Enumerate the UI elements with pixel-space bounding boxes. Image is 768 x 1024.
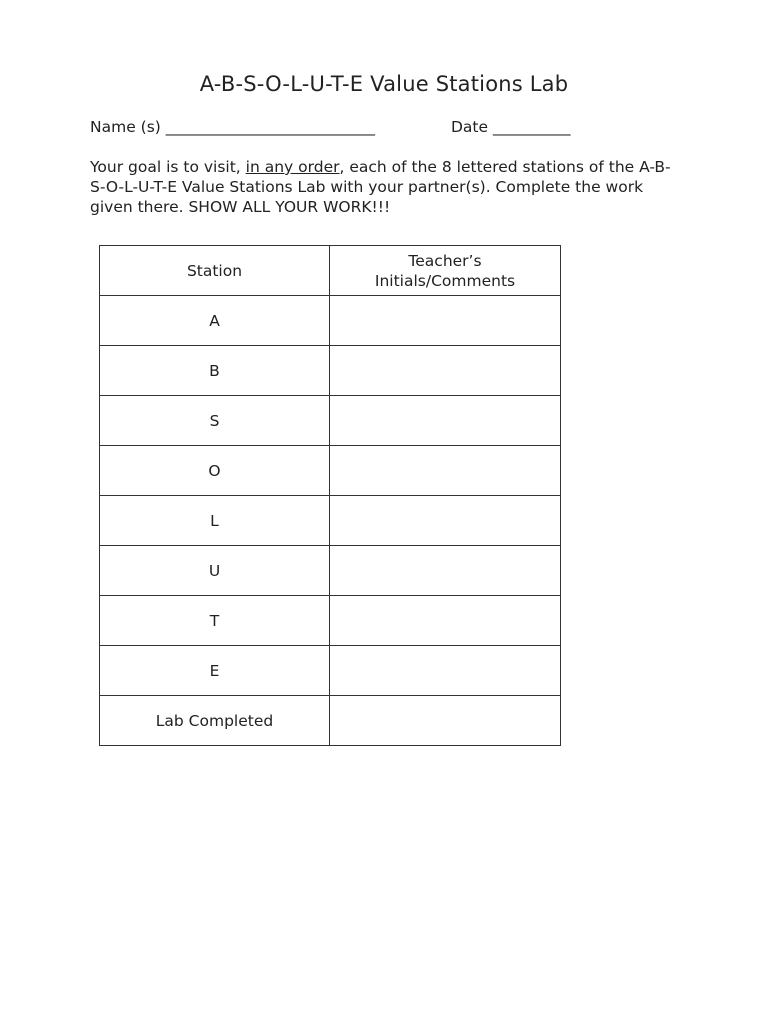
comments-cell bbox=[330, 546, 561, 596]
header-teacher-line2: Initials/Comments bbox=[374, 271, 516, 290]
comments-cell bbox=[330, 346, 561, 396]
name-field-line: Name (s) ___________________________ bbox=[90, 118, 376, 136]
station-cell: T bbox=[100, 596, 330, 646]
comments-cell bbox=[330, 596, 561, 646]
comments-cell bbox=[330, 396, 561, 446]
table-row bbox=[100, 546, 561, 596]
table-row bbox=[100, 296, 561, 346]
date-field-line: Date __________ bbox=[451, 118, 571, 136]
header-station: Station bbox=[100, 246, 330, 296]
header-teacher-comments bbox=[330, 246, 561, 296]
station-cell: A bbox=[100, 296, 330, 346]
table-row bbox=[100, 646, 561, 696]
station-cell: B bbox=[100, 346, 330, 396]
station-cell: U bbox=[100, 546, 330, 596]
comments-cell bbox=[330, 496, 561, 546]
comments-cell bbox=[330, 696, 561, 746]
table-row bbox=[100, 596, 561, 646]
station-cell: L bbox=[100, 496, 330, 546]
table-row bbox=[100, 346, 561, 396]
station-cell: Lab Completed bbox=[100, 696, 330, 746]
table-header-row bbox=[100, 246, 561, 296]
table-row bbox=[100, 396, 561, 446]
instructions-text-after: , each of the 8 lettered stations of the A-B-S-O-L-U-T-E Value Stations Lab with your partner(s). Complete the work given there. SHOW ALL YOUR WORK!!! bbox=[90, 158, 671, 216]
station-cell: O bbox=[100, 446, 330, 496]
instructions-paragraph bbox=[90, 157, 680, 217]
instructions-text-before: Your goal is to visit, bbox=[90, 158, 246, 176]
header-teacher-line1: Teacher’s bbox=[408, 251, 482, 270]
station-cell: S bbox=[100, 396, 330, 446]
comments-cell bbox=[330, 446, 561, 496]
stations-table bbox=[99, 245, 561, 746]
comments-cell bbox=[330, 646, 561, 696]
comments-cell bbox=[330, 296, 561, 346]
page-title: A-B-S-O-L-U-T-E Value Stations Lab bbox=[199, 72, 569, 96]
table-row bbox=[100, 446, 561, 496]
instructions-underlined-text: in any order bbox=[245, 158, 340, 176]
station-cell: E bbox=[100, 646, 330, 696]
table-row bbox=[100, 496, 561, 546]
table-row bbox=[100, 696, 561, 746]
